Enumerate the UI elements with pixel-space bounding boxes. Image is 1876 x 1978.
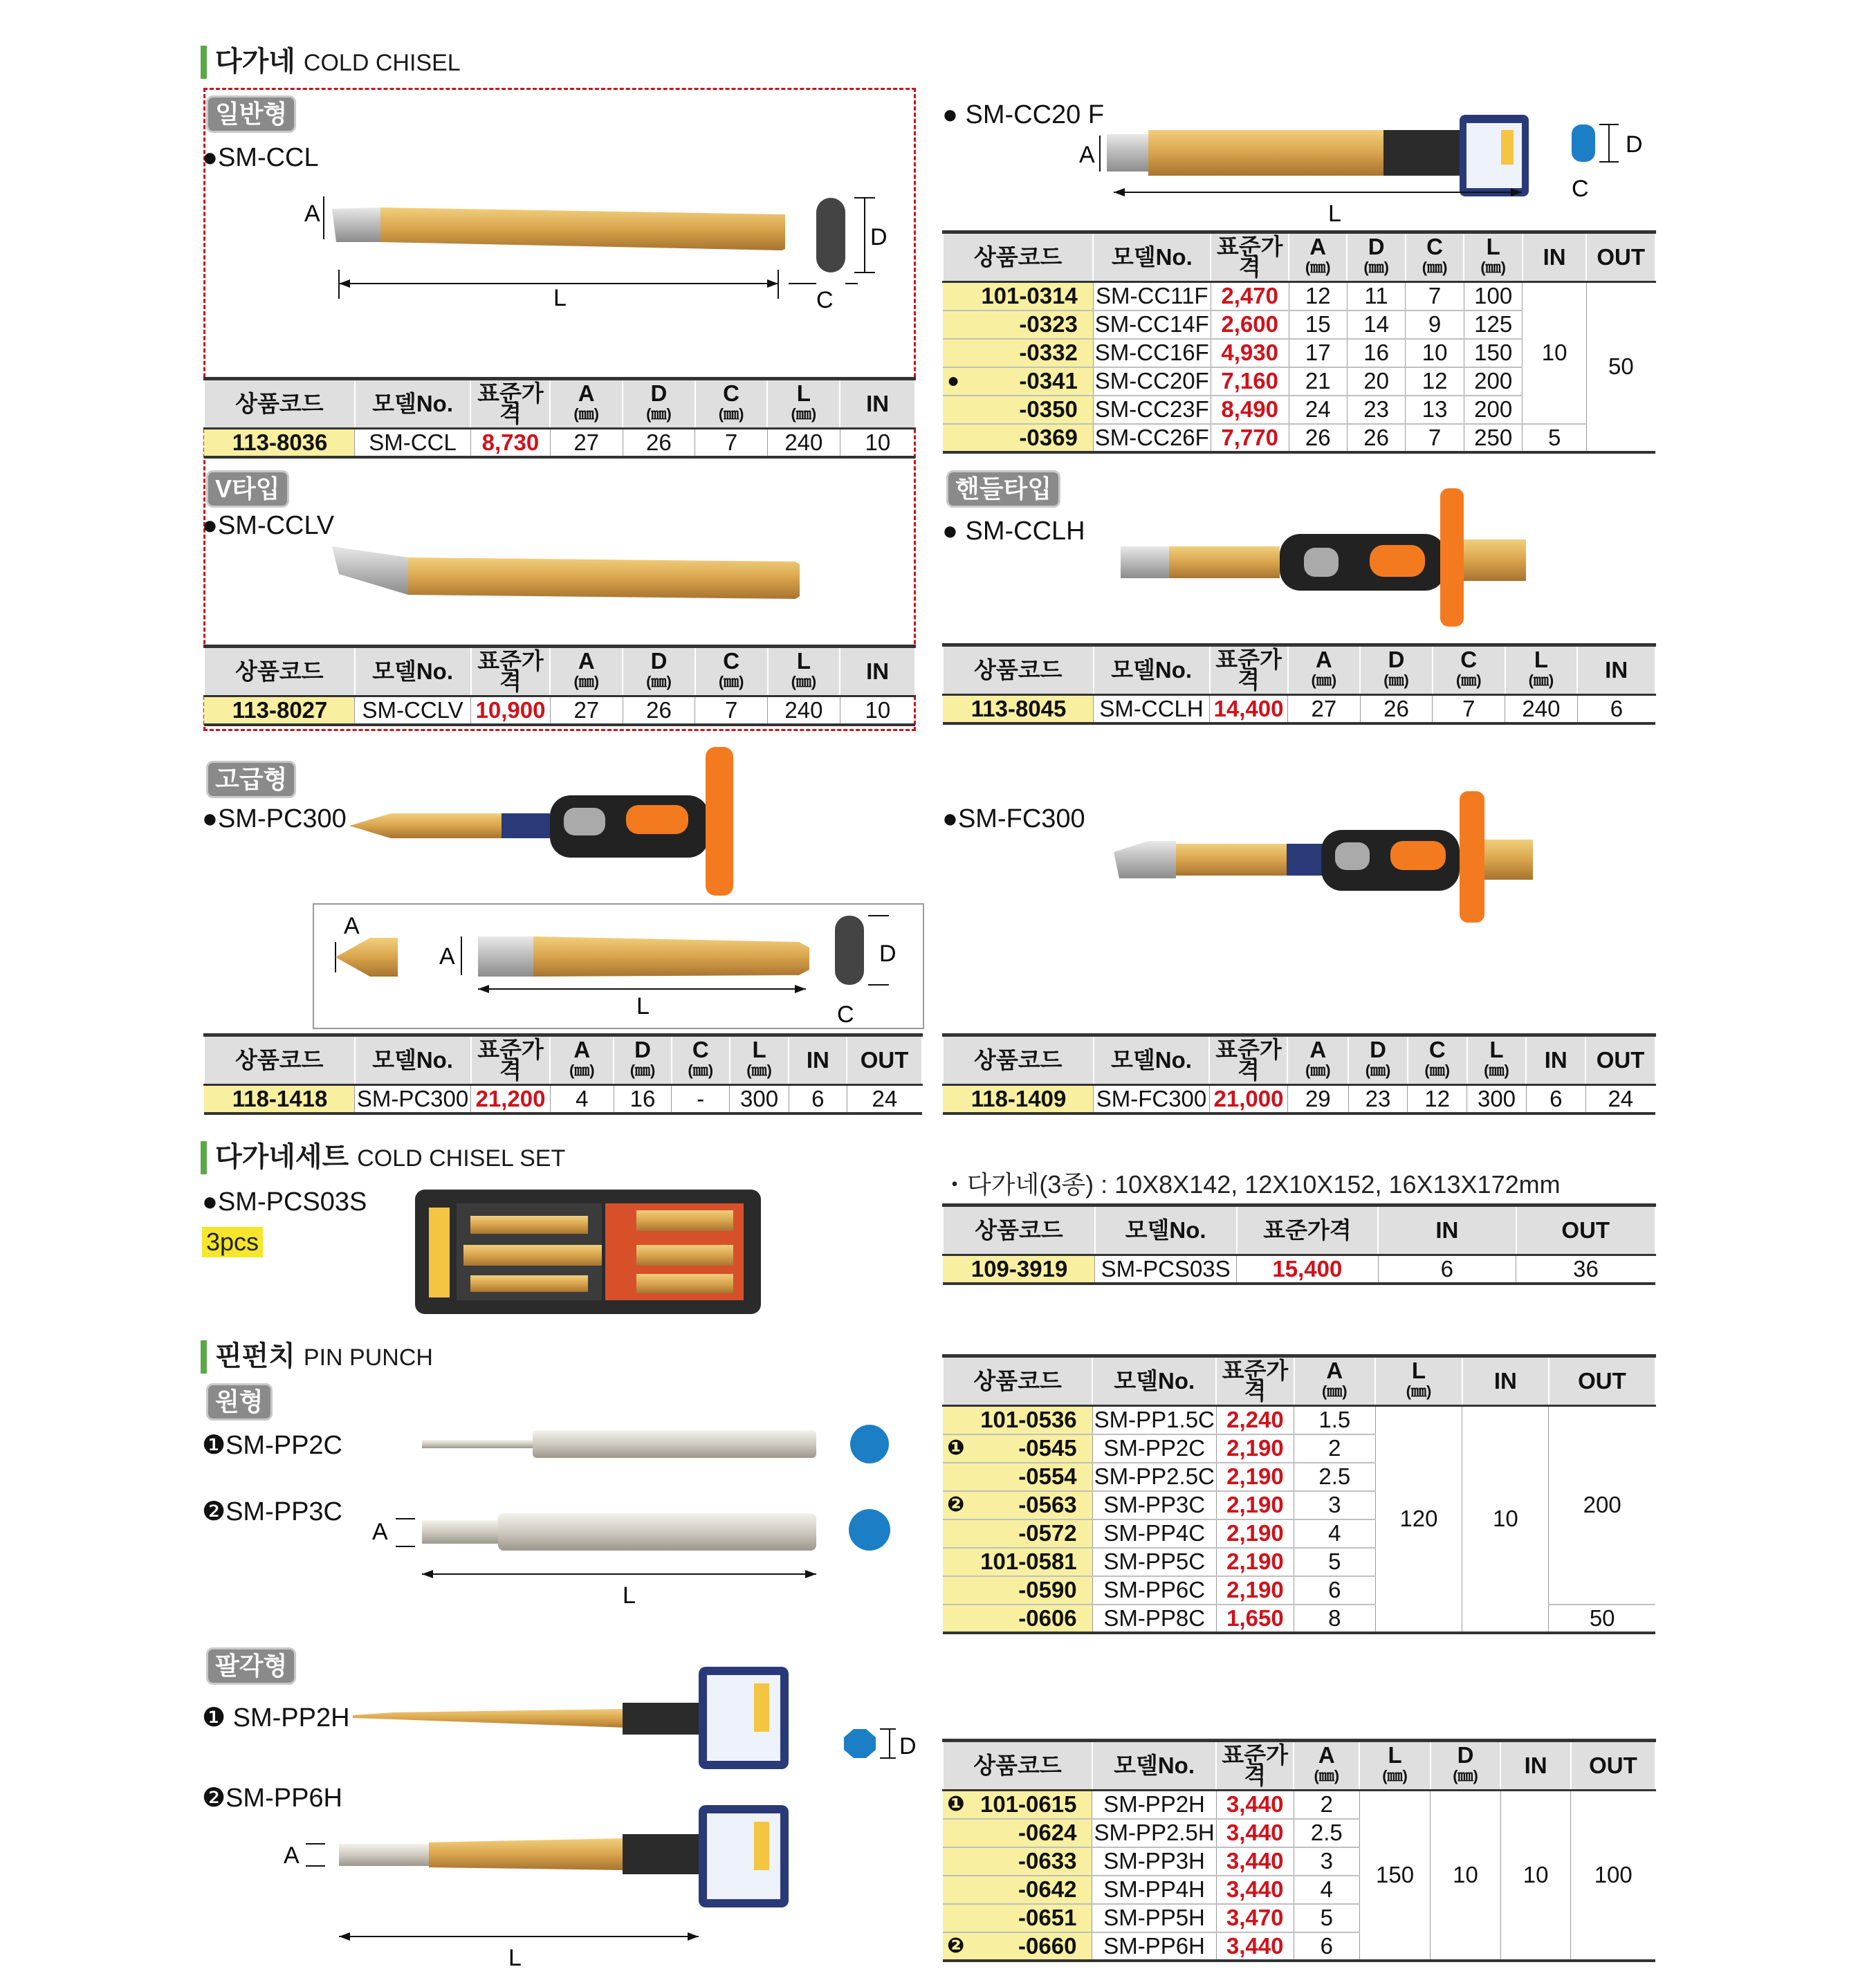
- col-code: 상품코드: [204, 647, 355, 696]
- pc300-cross-section: [835, 916, 864, 985]
- table-cclv: [203, 645, 916, 726]
- svg-text:A: A: [1079, 142, 1095, 168]
- col-A: A (㎜): [550, 1035, 614, 1085]
- col-D: D (㎜): [1348, 1035, 1408, 1085]
- col-model: 모델No.: [1095, 1205, 1237, 1255]
- ccl-cross-section: [816, 198, 845, 272]
- svg-text:D: D: [1626, 131, 1643, 158]
- col-C: C (㎜): [695, 379, 768, 429]
- col-code: 상품코드: [204, 379, 355, 429]
- pp2c-body: [533, 1430, 816, 1458]
- svg-text:D: D: [899, 1733, 917, 1759]
- col-D: D (㎜): [623, 647, 695, 696]
- pc300-tip-view: [335, 938, 398, 977]
- model-label-pp2c: ❶SM-PP2C: [202, 1431, 342, 1460]
- table-row: -0350 SM-CC23F 8,490 24 23 13 200: [943, 396, 1655, 424]
- table-row: ❷ -0660 SM-PP6H 3,440 6: [943, 1932, 1655, 1961]
- col-out: OUT: [1549, 1356, 1655, 1406]
- col-L: L (㎜): [730, 1035, 789, 1085]
- table-row: 101-0536 SM-PP1.5C 2,240 1.5 120 10 200: [943, 1406, 1655, 1434]
- col-model: 모델No.: [355, 647, 471, 696]
- pp6h-pin: [339, 1844, 429, 1866]
- col-A: A (㎜): [550, 647, 623, 696]
- fc300-guard: [1460, 791, 1484, 923]
- pp2c-pin: [422, 1440, 533, 1448]
- cc20f-chisel-diagram: [1079, 111, 1688, 228]
- chisel-set-image: [415, 1183, 761, 1321]
- table-row: 118-1418 SM-PC300 21,200 4 16 - 300 6 24: [204, 1085, 922, 1114]
- col-C: C (㎜): [695, 647, 768, 696]
- col-model: 모델No.: [1094, 1035, 1210, 1085]
- col-D: D (㎜): [1347, 232, 1405, 282]
- col-out: OUT: [1571, 1741, 1655, 1791]
- table-pin-punch-round: [942, 1354, 1656, 1634]
- set-chisel-1: [470, 1216, 588, 1234]
- table-pin-punch-octagon: [942, 1739, 1656, 1962]
- set-spec-note: ・다가네(3종) : 10X8X142, 12X10X152, 16X13X172mm: [942, 1170, 1561, 1199]
- col-in: IN: [840, 379, 915, 429]
- col-in: IN: [1378, 1205, 1516, 1255]
- col-price: 표준가격: [1209, 1035, 1287, 1085]
- col-out: OUT: [847, 1035, 922, 1085]
- model-label-fc300: ●SM-FC300: [942, 804, 1085, 833]
- col-A: A (㎜): [550, 379, 623, 429]
- col-model: 모델No.: [1094, 645, 1210, 695]
- model-label-pc300: ●SM-PC300: [202, 804, 347, 833]
- col-code: 상품코드: [943, 1205, 1095, 1255]
- col-L: L (㎜): [1464, 232, 1523, 282]
- cclv-chisel-image: [325, 539, 809, 609]
- table-row: -0369 SM-CC26F 7,770 26 26 7 250 5: [943, 424, 1655, 452]
- table-row: -0624 SM-PP2.5H 3,440 2.5: [943, 1819, 1655, 1847]
- badge-general: 일반형: [206, 95, 296, 133]
- table-row: -0332 SM-CC16F 4,930 17 16 10 150: [943, 339, 1655, 367]
- svg-text:A: A: [344, 913, 360, 939]
- col-price: 표준가격: [470, 379, 550, 429]
- table-row: -0554 SM-PP2.5C 2,190 2.5: [943, 1463, 1655, 1491]
- col-price: 표준가격: [1211, 232, 1289, 282]
- table-cclh: [942, 643, 1656, 725]
- svg-text:L: L: [553, 285, 567, 311]
- ccl-chisel-body: [380, 207, 785, 250]
- ccl-chisel-diagram: [304, 180, 906, 311]
- svg-text:L: L: [508, 1945, 522, 1971]
- col-A: A (㎜): [1288, 645, 1361, 695]
- model-label-pp3c: ❷SM-PP3C: [202, 1497, 342, 1526]
- col-C: C (㎜): [1433, 645, 1505, 695]
- pp6h-sleeve: [623, 1834, 699, 1874]
- badge-octagon: 팔각형: [206, 1647, 296, 1685]
- badge-handle: 핸들타입: [946, 470, 1060, 508]
- dim-A: A: [304, 201, 320, 227]
- section-title-chisel-set: 다가네세트 COLD CHISEL SET: [201, 1141, 565, 1174]
- col-price: 표준가격: [1216, 1741, 1294, 1791]
- col-model: 모델No.: [355, 379, 471, 429]
- cclh-chisel-image: [1121, 484, 1549, 636]
- col-L: L (㎜): [767, 379, 840, 429]
- table-row: 101-0581 SM-PP5C 2,190 5: [943, 1548, 1655, 1576]
- svg-text:L: L: [636, 993, 650, 1019]
- model-label-cc20f: ● SM-CC20 F: [942, 100, 1105, 129]
- model-label-ccl: ●SM-CCL: [202, 143, 319, 172]
- col-C: C (㎜): [672, 1035, 730, 1085]
- col-in: IN: [1500, 1741, 1571, 1791]
- col-code: 상품코드: [943, 232, 1093, 282]
- table-row: -0642 SM-PP4H 3,440 4: [943, 1876, 1655, 1904]
- col-code: 상품코드: [943, 1741, 1092, 1791]
- pc300-chisel-image: [349, 747, 737, 899]
- fc300-blade: [1114, 841, 1176, 878]
- svg-text:C: C: [1572, 176, 1589, 202]
- col-A: A (㎜): [1294, 1356, 1376, 1406]
- col-L: L (㎜): [1375, 1356, 1462, 1406]
- pp6h-body: [429, 1838, 623, 1870]
- col-D: D (㎜): [623, 379, 695, 429]
- cclv-blade: [332, 546, 408, 595]
- cclv-body: [408, 557, 800, 599]
- pp2h-cross-section: [844, 1729, 876, 1758]
- table-row: 113-8036 SM-CCL 8,730 27 26 7 240 10: [204, 429, 915, 458]
- cclh-body: [1169, 546, 1280, 578]
- fc300-body: [1176, 844, 1300, 876]
- col-price: 표준가격: [1210, 645, 1288, 695]
- fc300-chisel-image: [1114, 788, 1543, 927]
- cc20f-cross-section: [1572, 124, 1595, 162]
- table-row: -0323 SM-CC14F 2,600 15 14 9 125: [943, 311, 1655, 339]
- table-pc300: [203, 1033, 923, 1115]
- table-row: -0651 SM-PP5H 3,470 5: [943, 1904, 1655, 1932]
- table-chisel-set: [942, 1203, 1656, 1285]
- pp3c-body: [498, 1513, 816, 1551]
- round-pin-punch-diagram: [367, 1411, 899, 1611]
- col-code: 상품코드: [943, 645, 1094, 695]
- col-D: D (㎜): [1431, 1741, 1501, 1791]
- table-row: ❶ 101-0615 SM-PP2H 3,440 2 150 10 10 100: [943, 1791, 1655, 1819]
- pc300-diagram: [315, 906, 922, 1028]
- col-code: 상품코드: [943, 1356, 1092, 1406]
- col-C: C (㎜): [1406, 232, 1464, 282]
- col-out: OUT: [1585, 1035, 1655, 1085]
- col-A: A (㎜): [1289, 232, 1347, 282]
- section-title-cold-chisel: 다가네 COLD CHISEL: [201, 46, 461, 79]
- svg-text:D: D: [870, 224, 888, 250]
- col-in: IN: [1526, 1035, 1585, 1085]
- svg-text:A: A: [372, 1519, 388, 1545]
- col-L: L (㎜): [1505, 645, 1578, 695]
- col-in: IN: [1577, 645, 1655, 695]
- model-label-cclv: ●SM-CCLV: [202, 511, 335, 540]
- pc300-side-view: [533, 936, 809, 977]
- cclh-blade: [1121, 546, 1169, 578]
- svg-text:D: D: [879, 941, 896, 967]
- col-model: 모델No.: [355, 1035, 471, 1085]
- table-cc-series: [942, 230, 1656, 454]
- cclh-guard: [1440, 488, 1464, 627]
- col-A: A (㎜): [1287, 1035, 1348, 1085]
- cc20f-blade: [1107, 134, 1148, 172]
- model-label-pcs03s: ●SM-PCS03S: [202, 1187, 367, 1217]
- set-chisel-3: [470, 1275, 588, 1292]
- model-label-pp2h: ❶ SM-PP2H: [202, 1703, 350, 1732]
- table-row: ❶ -0545 SM-PP2C 2,190 2: [943, 1434, 1655, 1463]
- table-row: -0606 SM-PP8C 1,650 8 50: [943, 1605, 1655, 1633]
- table-row: -0633 SM-PP3H 3,440 3: [943, 1847, 1655, 1876]
- col-price: 표준가격: [1216, 1356, 1294, 1406]
- col-out: OUT: [1516, 1205, 1656, 1255]
- table-row: -0590 SM-PP6C 2,190 6: [943, 1576, 1655, 1605]
- table-fc300: [942, 1033, 1656, 1115]
- ccl-chisel-blade: [332, 207, 380, 242]
- pcs-badge: 3pcs: [202, 1227, 263, 1257]
- svg-text:A: A: [284, 1842, 300, 1869]
- pp2h-pin: [353, 1708, 664, 1729]
- octagon-pin-punch-diagram: [277, 1660, 927, 1971]
- svg-text:C: C: [837, 1001, 854, 1028]
- col-code: 상품코드: [943, 1035, 1094, 1085]
- cc20f-sleeve: [1383, 130, 1460, 176]
- table-row: 101-0314 SM-CC11F 2,470 12 11 7 100 10 50: [943, 282, 1655, 311]
- table-row: 113-8045 SM-CCLH 14,400 27 26 7 240 6: [943, 695, 1655, 724]
- col-C: C (㎜): [1408, 1035, 1467, 1085]
- svg-text:C: C: [816, 287, 834, 311]
- col-model: 모델No.: [1092, 1356, 1216, 1406]
- cc-rows: [943, 282, 1655, 452]
- col-code: 상품코드: [204, 1035, 355, 1085]
- col-in: IN: [840, 647, 915, 696]
- model-label-cclh: ● SM-CCLH: [942, 517, 1085, 546]
- table-row: 109-3919 SM-PCS03S 15,400 6 36: [943, 1255, 1655, 1284]
- col-model: 모델No.: [1093, 232, 1211, 282]
- set-chisel-2: [463, 1245, 602, 1266]
- pp2h-sleeve: [623, 1703, 699, 1735]
- badge-round: 원형: [206, 1383, 273, 1421]
- svg-text:A: A: [439, 943, 455, 970]
- col-L: L (㎜): [1359, 1741, 1430, 1791]
- table-ccl: [203, 377, 916, 459]
- section-title-pin-punch: 핀펀치 PIN PUNCH: [201, 1340, 433, 1374]
- col-A: A (㎜): [1294, 1741, 1359, 1791]
- pp2c-cross-section: [850, 1425, 889, 1463]
- svg-text:L: L: [1328, 201, 1341, 227]
- pp3c-cross-section: [849, 1509, 890, 1551]
- svg-text:L: L: [623, 1582, 636, 1609]
- model-label-pp6h: ❷SM-PP6H: [202, 1784, 342, 1813]
- col-out: OUT: [1586, 232, 1655, 282]
- col-model: 모델No.: [1092, 1741, 1216, 1791]
- badge-premium: 고급형: [206, 761, 296, 798]
- pc300-guard: [706, 747, 733, 896]
- col-price: 표준가격: [471, 1035, 551, 1085]
- col-price: 표준가격: [471, 647, 551, 696]
- table-row: 113-8027 SM-CCLV 10,900 27 26 7 240 10: [204, 696, 915, 725]
- col-D: D (㎜): [1360, 645, 1433, 695]
- table-row: ● -0341 SM-CC20F 7,160 21 20 12 200: [943, 367, 1655, 396]
- pp3c-pin: [422, 1520, 498, 1544]
- col-L: L (㎜): [768, 647, 840, 696]
- pc300-point: [349, 813, 502, 838]
- col-D: D (㎜): [614, 1035, 672, 1085]
- col-L: L (㎜): [1467, 1035, 1527, 1085]
- table-row: -0572 SM-PP4C 2,190 4: [943, 1519, 1655, 1548]
- col-in: IN: [1462, 1356, 1549, 1406]
- col-in: IN: [1523, 232, 1586, 282]
- table-row: 118-1409 SM-FC300 21,000 29 23 12 300 6 24: [943, 1085, 1655, 1114]
- table-row: ❷ -0563 SM-PP3C 2,190 3: [943, 1491, 1655, 1519]
- badge-vtype: V타입: [206, 470, 289, 508]
- col-in: IN: [789, 1035, 847, 1085]
- col-price: 표준가격: [1237, 1205, 1379, 1255]
